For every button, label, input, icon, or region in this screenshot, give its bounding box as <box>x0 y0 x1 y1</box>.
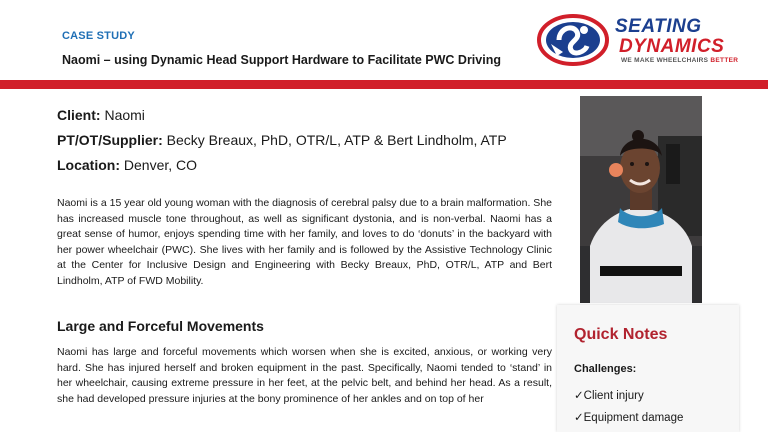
intro-paragraph: Naomi is a 15 year old young woman with the diagnosis of cerebral palsy due to a brain malformation. She has increased muscle tone throughout, as well as significant dystonia, and is non-verbal. Naomi has a great sense of humor, enjoys spending time with her family, and loves to do ‘donuts’ in the backyard with her power wheelchair (PWC). She lives with her family and is followed by the Assistive Technology Clinic at the Center for Inclusive Design and Engineering with Becky Breaux, PhD, OTR/L, ATP and Bert Lindholm, ATP of FWD Mobility. <box>57 197 552 287</box>
section-heading: Large and Forceful Movements <box>57 318 264 334</box>
client-line <box>57 107 145 123</box>
client-label: Client: <box>57 107 101 123</box>
location-line <box>57 157 197 173</box>
logo-tagline-start: WE MAKE WHEELCHAIRS <box>621 57 711 64</box>
logo-emblem-icon <box>537 14 609 66</box>
header-red-divider <box>0 80 768 89</box>
logo-word-seating: SEATING <box>615 16 702 37</box>
case-study-label: CASE STUDY <box>62 30 135 42</box>
quick-notes-box <box>557 305 739 432</box>
logo-word-dynamics: DYNAMICS <box>619 36 725 57</box>
document-title: Naomi – using Dynamic Head Support Hardware to Facilitate PWC Driving <box>62 53 501 67</box>
logo-tagline <box>621 57 738 64</box>
team-line <box>57 132 507 148</box>
logo-tagline-accent: BETTER <box>710 57 739 64</box>
document-header <box>0 0 768 80</box>
client-value: Naomi <box>100 107 145 123</box>
client-photo-image <box>580 96 702 303</box>
seating-dynamics-logo <box>537 14 747 70</box>
quick-notes-title: Quick Notes <box>574 326 668 343</box>
challenge-item: ✓Client injury <box>574 390 644 402</box>
client-photo <box>580 96 702 303</box>
location-value: Denver, CO <box>120 157 198 173</box>
challenges-label: Challenges: <box>574 363 637 375</box>
location-label: Location: <box>57 157 120 173</box>
challenge-item: ✓Equipment damage <box>574 412 684 424</box>
team-label: PT/OT/Supplier: <box>57 132 163 148</box>
team-value: Becky Breaux, PhD, OTR/L, ATP & Bert Lindholm, ATP <box>162 132 507 148</box>
section-paragraph: Naomi has large and forceful movements which worsen when she is excited, anxious, or working very hard. She has injured herself and broken equipment in the past. Specifically, Naomi tended to ‘stand’ in her wheelchair, causing extreme pressure in her feet, at the pelvic belt, and behind her head. As a result, she had developed pressure injuries at the bony prominence of her ankles and on top of her <box>57 346 552 405</box>
